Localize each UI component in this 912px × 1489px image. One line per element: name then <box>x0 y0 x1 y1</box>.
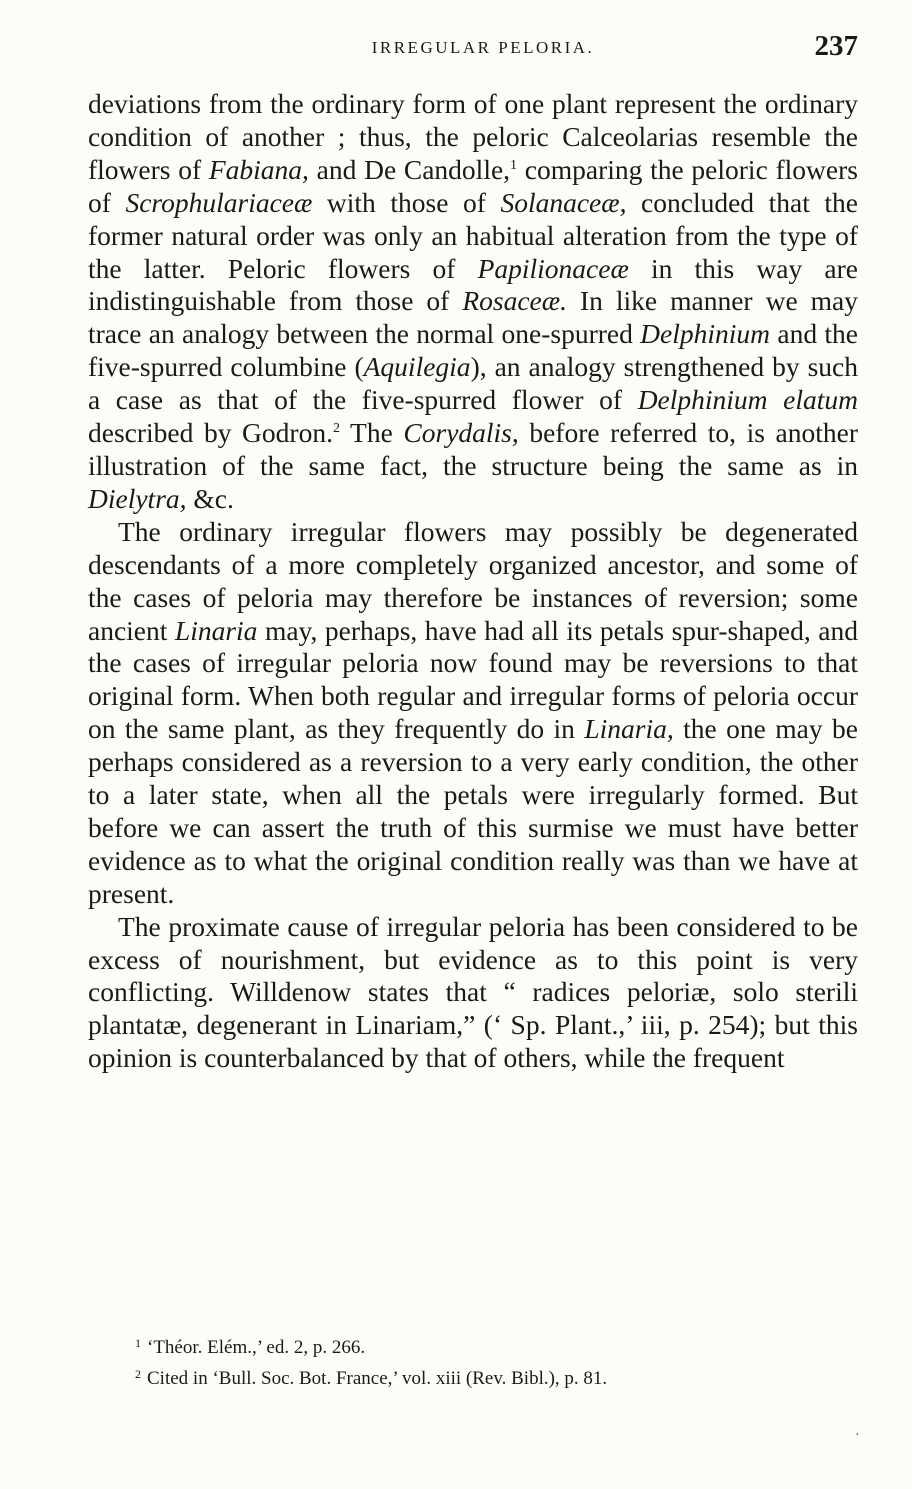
text-run: deviations from the ordinary form of one plant represent the ordinary condition of another ; thus, the peloric Calceolarias resemble the flowers of <box>88 88 858 185</box>
paragraph-1 <box>88 88 858 516</box>
text-run: The proximate cause of irregular peloria has been considered to be excess of nourishment, but evidence as to this point is very conflicting. Willdenow states that “ radices peloriæ, solo sterili plantatæ, degenerant in Linariam,” (‘ Sp. Plant.,’ iii, p. 254); but this opinion is counterbalanced by that of others, while the frequent <box>88 910 858 1074</box>
paragraph-3 <box>88 911 858 1076</box>
text-run: and the five-spurred columbine ( <box>88 318 858 383</box>
running-head <box>88 30 858 70</box>
text-run: may, perhaps, have had all its petals spur-shaped, and the cases of irregular peloria now found may be reversions to that original form. When both regular and irregular forms of peloria occur on the same plant, as they frequently do in <box>88 614 858 745</box>
italic-term: Fabiana, <box>208 153 309 185</box>
footnote-mark: 2 <box>135 1367 141 1381</box>
text-run: in this way are indistinguishable from those of <box>88 252 858 317</box>
text-run: concluded that the former natural order was only an habitual alteration from the type of the latter. Peloric flowers of <box>88 186 858 284</box>
text-run: described by Godron. <box>88 417 333 449</box>
margin-mark: · <box>855 1428 860 1443</box>
italic-term: Scrophulariaceæ <box>125 186 313 218</box>
italic-term: Aquilegia <box>363 351 471 383</box>
text-run: and De Candolle, <box>308 153 511 185</box>
page-number: 237 <box>814 30 858 62</box>
italic-term: Linaria, <box>584 713 674 745</box>
footnote-1 <box>135 1330 835 1361</box>
footnote-text: Cited in ‘Bull. Soc. Bot. France,’ vol. xiii (Rev. Bibl.), p. 81. <box>147 1368 608 1389</box>
italic-term: Linaria <box>174 614 258 646</box>
text-run: the one may be perhaps considered as a reversion to a very early condition, the other to a later state, when all the petals were irregularly formed. But before we can assert the truth of this surmise we must have better evidence as to what the original condition really was than we have at present. <box>88 713 858 909</box>
italic-term: Delphinium elatum <box>637 384 858 416</box>
text-run: &c. <box>186 482 234 514</box>
italic-term: Papilionaceæ <box>477 252 629 284</box>
text-run: The <box>339 417 404 449</box>
italic-term: Solanaceæ, <box>500 186 627 218</box>
footnote-ref-2: 2 <box>332 421 340 437</box>
footnote-mark: 1 <box>135 1336 141 1350</box>
text-run: before referred to, is another illustration of the same fact, the structure being the same as in <box>88 417 859 481</box>
italic-term: Delphinium <box>640 318 771 350</box>
footnote-ref-1: 1 <box>510 157 518 173</box>
paragraph-2 <box>88 516 858 911</box>
italic-term: Dielytra, <box>88 482 187 514</box>
text-run: In like manner we may trace an analogy between the normal one-spurred <box>88 285 858 350</box>
text-run: with those of <box>312 186 501 218</box>
text-run: The ordinary irregular flowers may possibly be degenerated descendants of a more completely organized ancestor, and some of the cases of peloria may therefore be instances of reversion; some ancient <box>88 515 858 646</box>
italic-term: Corydalis, <box>403 417 519 449</box>
text-run: comparing the peloric flowers of <box>88 153 858 218</box>
body-text <box>88 88 858 1075</box>
footnote-text: ‘Théor. Elém.,’ ed. 2, p. 266. <box>147 1337 366 1358</box>
footnotes <box>135 1330 835 1392</box>
running-title: IRREGULAR PELORIA. <box>371 38 595 57</box>
footnote-2 <box>135 1361 835 1392</box>
text-run: ), an analogy strengthened by such a case as that of the five-spurred flower of <box>88 351 858 416</box>
italic-term: Rosaceæ. <box>462 285 567 317</box>
